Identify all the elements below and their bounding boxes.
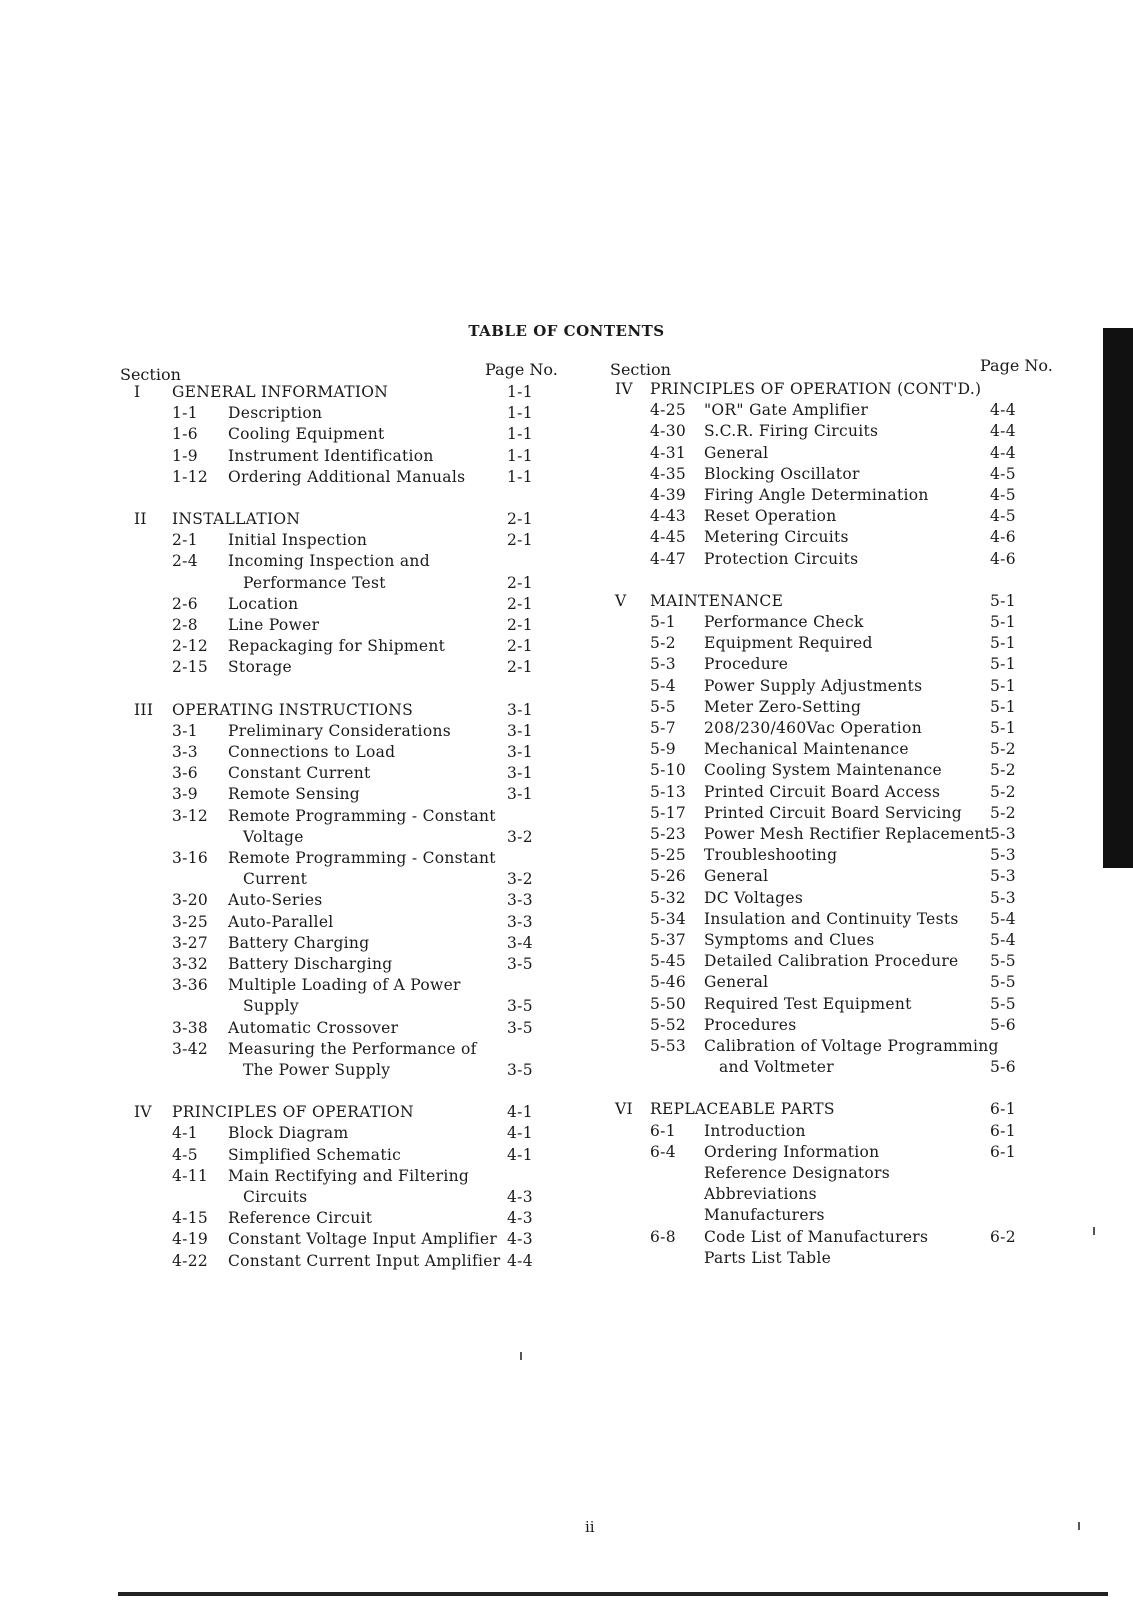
section-title: OPERATING INSTRUCTIONS (172, 700, 413, 719)
page-reference: 1-1 (507, 425, 533, 444)
page-reference: 2-1 (507, 637, 533, 656)
paragraph-number: 1-9 (172, 446, 198, 465)
paragraph-number: 5-26 (650, 867, 687, 886)
entry-title: Remote Sensing (228, 785, 360, 804)
page-reference: 5-5 (990, 973, 1016, 992)
paragraph-number: 2-6 (172, 594, 198, 613)
paragraph-number: 5-50 (650, 994, 687, 1013)
paragraph-number: 5-17 (650, 803, 687, 822)
paragraph-number: 4-47 (650, 549, 687, 568)
entry-title: Simplified Schematic (228, 1145, 402, 1164)
paragraph-number: 3-16 (172, 849, 209, 867)
paragraph-number: 4-22 (172, 1251, 209, 1270)
section-title: GENERAL INFORMATION (172, 383, 389, 401)
section-roman-numeral: IV (134, 1103, 152, 1122)
entry-title: Cooling Equipment (228, 425, 385, 444)
paragraph-number: 3-38 (172, 1018, 209, 1037)
entry-title: Reference Designators (704, 1164, 890, 1182)
paragraph-number: 3-27 (172, 933, 209, 952)
page-reference: 5-2 (990, 803, 1016, 822)
page-reference: 5-6 (990, 1058, 1016, 1077)
right-section-header: Section (610, 360, 671, 379)
entry-title: General (704, 443, 769, 462)
entry-title: Instrument Identification (228, 446, 434, 465)
paragraph-number: 4-43 (650, 507, 687, 526)
paragraph-number: 6-8 (650, 1227, 676, 1246)
section-roman-numeral: I (134, 383, 141, 401)
paragraph-number: 5-37 (650, 931, 687, 949)
page-reference: 4-4 (990, 443, 1016, 462)
paragraph-number: 5-7 (650, 719, 676, 737)
page-reference: 5-3 (990, 867, 1016, 886)
paragraph-number: 5-34 (650, 909, 687, 928)
right-page-header: Page No. (980, 356, 1053, 375)
bottom-rule (118, 1592, 1108, 1596)
paragraph-number: 5-5 (650, 697, 676, 716)
paragraph-number: 5-2 (650, 634, 676, 653)
entry-title: Procedure (704, 655, 789, 674)
paragraph-number: 5-45 (650, 952, 687, 971)
page-reference: 3-3 (507, 912, 533, 931)
entry-title: 208/230/460Vac Operation (704, 719, 922, 737)
scan-speck (520, 1352, 522, 1360)
paragraph-number: 2-4 (172, 552, 198, 571)
scan-speck (1093, 1227, 1095, 1235)
entry-title: Location (228, 594, 299, 613)
page-reference: 5-1 (990, 591, 1016, 610)
page-reference: 4-5 (990, 486, 1016, 504)
page-reference: 2-1 (507, 510, 533, 528)
page-reference: 5-4 (990, 931, 1016, 949)
entry-title: Remote Programming - Constant (228, 849, 496, 867)
paragraph-number: 5-53 (650, 1037, 687, 1055)
entry-title: Manufacturers (704, 1206, 825, 1225)
paragraph-number: 5-25 (650, 846, 687, 865)
page-reference: 4-3 (507, 1230, 533, 1249)
entry-title: Current (243, 870, 308, 889)
entry-title: Ordering Additional Manuals (228, 467, 466, 486)
entry-title: Performance Test (243, 573, 386, 592)
page-reference: 3-5 (507, 1061, 533, 1079)
page-reference: 3-4 (507, 933, 533, 952)
paragraph-number: 5-32 (650, 888, 687, 907)
paragraph-number: 4-25 (650, 401, 687, 420)
page-reference: 3-2 (507, 827, 533, 846)
entry-title: Repackaging for Shipment (228, 637, 446, 656)
section-roman-numeral: V (615, 591, 627, 610)
entry-title: Metering Circuits (704, 528, 849, 547)
entry-title: Calibration of Voltage Programming (704, 1037, 999, 1055)
page-reference: 4-4 (990, 422, 1016, 441)
paragraph-number: 3-12 (172, 806, 209, 825)
page-reference: 4-3 (507, 1209, 533, 1228)
page-reference: 4-6 (990, 549, 1016, 568)
entry-title: Preliminary Considerations (228, 721, 451, 740)
paragraph-number: 4-39 (650, 486, 687, 504)
section-title: REPLACEABLE PARTS (650, 1100, 835, 1119)
entry-title: Parts List Table (704, 1248, 832, 1267)
page-reference: 5-4 (990, 909, 1016, 928)
paragraph-number: 4-1 (172, 1124, 198, 1143)
entry-title: Mechanical Maintenance (704, 740, 909, 759)
page-reference: 1-1 (507, 467, 533, 486)
paragraph-number: 3-32 (172, 955, 209, 973)
entry-title: Reset Operation (704, 507, 837, 526)
entry-title: Auto-Parallel (228, 912, 334, 931)
paragraph-number: 3-20 (172, 891, 209, 910)
entry-title: Incoming Inspection and (228, 552, 430, 571)
paragraph-number: 6-1 (650, 1121, 676, 1140)
entry-title: Storage (228, 658, 293, 677)
paragraph-number: 5-3 (650, 655, 676, 674)
page-reference: 5-3 (990, 888, 1016, 907)
page-reference: 5-3 (990, 825, 1016, 843)
entry-title: Constant Voltage Input Amplifier (228, 1230, 498, 1249)
page-reference: 3-2 (507, 870, 533, 889)
entry-title: Main Rectifying and Filtering (228, 1166, 470, 1185)
entry-title: Reference Circuit (228, 1209, 373, 1228)
entry-title: S.C.R. Firing Circuits (704, 422, 879, 441)
entry-title: Battery Discharging (228, 955, 393, 973)
entry-title: Required Test Equipment (704, 994, 912, 1013)
entry-title: Circuits (243, 1188, 308, 1206)
entry-title: Meter Zero-Setting (704, 697, 862, 716)
entry-title: Troubleshooting (704, 846, 838, 865)
page-reference: 4-4 (990, 401, 1016, 420)
paragraph-number: 3-1 (172, 721, 198, 740)
page-number: ii (585, 1518, 595, 1536)
paragraph-number: 6-4 (650, 1142, 676, 1161)
entry-title: Firing Angle Determination (704, 486, 929, 504)
paragraph-number: 2-1 (172, 531, 198, 550)
page-reference: 4-4 (507, 1251, 533, 1270)
paragraph-number: 5-1 (650, 613, 676, 631)
page-reference: 5-2 (990, 740, 1016, 759)
paragraph-number: 2-8 (172, 616, 198, 634)
page-reference: 5-1 (990, 676, 1016, 695)
page-reference: 3-5 (507, 1018, 533, 1037)
page-reference: 3-5 (507, 997, 533, 1016)
paragraph-number: 4-31 (650, 443, 687, 462)
paragraph-number: 3-9 (172, 785, 198, 804)
entry-title: General (704, 867, 769, 886)
page-reference: 6-1 (990, 1100, 1016, 1119)
entry-title: Introduction (704, 1121, 806, 1140)
entry-title: Ordering Information (704, 1142, 880, 1161)
page-reference: 2-1 (507, 594, 533, 613)
page-reference: 5-3 (990, 846, 1016, 865)
page-reference: 5-1 (990, 697, 1016, 716)
entry-title: Power Mesh Rectifier Replacement (704, 825, 992, 843)
page-reference: 5-1 (990, 719, 1016, 737)
paragraph-number: 5-23 (650, 825, 687, 843)
entry-title: Blocking Oscillator (704, 464, 860, 483)
entry-title: Multiple Loading of A Power (228, 976, 461, 995)
paragraph-number: 4-15 (172, 1209, 209, 1228)
left-page-header: Page No. (485, 360, 558, 379)
entry-title: Performance Check (704, 613, 864, 631)
entry-title: Printed Circuit Board Servicing (704, 803, 963, 822)
paragraph-number: 5-46 (650, 973, 687, 992)
paragraph-number: 4-19 (172, 1230, 209, 1249)
paragraph-number: 1-12 (172, 467, 209, 486)
page-reference: 2-1 (507, 658, 533, 677)
page-reference: 3-1 (507, 743, 533, 761)
section-roman-numeral: VI (615, 1100, 633, 1119)
entry-title: Insulation and Continuity Tests (704, 909, 959, 928)
entry-title: and Voltmeter (719, 1058, 834, 1077)
entry-title: Protection Circuits (704, 549, 859, 568)
paragraph-number: 5-4 (650, 676, 676, 695)
entry-title: Line Power (228, 616, 320, 634)
section-roman-numeral: III (134, 700, 154, 719)
paragraph-number: 2-12 (172, 637, 209, 656)
paragraph-number: 3-3 (172, 743, 198, 761)
paragraph-number: 1-1 (172, 404, 198, 423)
scan-speck (1078, 1522, 1080, 1530)
entry-title: Constant Current Input Amplifier (228, 1251, 501, 1270)
paragraph-number: 3-25 (172, 912, 209, 931)
page-reference: 1-1 (507, 383, 533, 401)
page-reference: 5-5 (990, 952, 1016, 971)
entry-title: Cooling System Maintenance (704, 761, 942, 780)
page-reference: 5-5 (990, 994, 1016, 1013)
section-title: PRINCIPLES OF OPERATION (CONT'D.) (650, 380, 982, 398)
page-reference: 2-1 (507, 616, 533, 634)
page-reference: 6-2 (990, 1227, 1016, 1246)
paragraph-number: 5-9 (650, 740, 676, 759)
page-reference: 4-3 (507, 1188, 533, 1206)
section-title: MAINTENANCE (650, 591, 784, 610)
entry-title: Code List of Manufacturers (704, 1227, 929, 1246)
page-reference: 6-1 (990, 1121, 1016, 1140)
entry-title: Remote Programming - Constant (228, 806, 496, 825)
page-reference: 4-1 (507, 1103, 533, 1122)
entry-title: DC Voltages (704, 888, 804, 907)
paragraph-number: 5-10 (650, 761, 687, 780)
entry-title: Detailed Calibration Procedure (704, 952, 959, 971)
page-reference: 5-6 (990, 1015, 1016, 1034)
paragraph-number: 4-35 (650, 464, 687, 483)
entry-title: Connections to Load (228, 743, 396, 761)
page-reference: 3-5 (507, 955, 533, 973)
entry-title: General (704, 973, 769, 992)
entry-title: Block Diagram (228, 1124, 349, 1143)
page-reference: 1-1 (507, 446, 533, 465)
paragraph-number: 4-11 (172, 1166, 209, 1185)
page-reference: 5-1 (990, 634, 1016, 653)
paragraph-number: 4-45 (650, 528, 687, 547)
page-reference: 1-1 (507, 404, 533, 423)
entry-title: Measuring the Performance of (228, 1039, 477, 1058)
section-title: INSTALLATION (172, 510, 301, 528)
entry-title: Description (228, 404, 323, 423)
paragraph-number: 5-13 (650, 782, 687, 801)
page-reference: 3-1 (507, 700, 533, 719)
entry-title: Supply (243, 997, 299, 1016)
page-reference: 3-1 (507, 764, 533, 783)
entry-title: Abbreviations (704, 1185, 817, 1204)
entry-title: Equipment Required (704, 634, 873, 653)
paragraph-number: 5-52 (650, 1015, 687, 1034)
entry-title: "OR" Gate Amplifier (704, 401, 869, 420)
page-title: TABLE OF CONTENTS (468, 322, 665, 340)
section-title: PRINCIPLES OF OPERATION (172, 1103, 414, 1122)
page-reference: 2-1 (507, 573, 533, 592)
entry-title: Voltage (243, 827, 304, 846)
page-reference: 4-5 (990, 507, 1016, 526)
entry-title: Procedures (704, 1015, 797, 1034)
page-reference: 5-2 (990, 782, 1016, 801)
entry-title: The Power Supply (243, 1061, 391, 1079)
paragraph-number: 2-15 (172, 658, 209, 677)
entry-title: Battery Charging (228, 933, 370, 952)
page-reference: 5-1 (990, 613, 1016, 631)
page-reference: 4-5 (990, 464, 1016, 483)
page-reference: 5-1 (990, 655, 1016, 674)
page-reference: 6-1 (990, 1142, 1016, 1161)
page-reference: 3-1 (507, 721, 533, 740)
left-section-header: Section (120, 365, 181, 384)
page-reference: 2-1 (507, 531, 533, 550)
paragraph-number: 3-42 (172, 1039, 209, 1058)
paragraph-number: 4-5 (172, 1145, 198, 1164)
entry-title: Symptoms and Clues (704, 931, 875, 949)
entry-title: Initial Inspection (228, 531, 368, 550)
page-reference: 4-6 (990, 528, 1016, 547)
scan-edge-bar (1103, 328, 1133, 868)
paragraph-number: 3-6 (172, 764, 198, 783)
page-reference: 3-1 (507, 785, 533, 804)
paragraph-number: 3-36 (172, 976, 209, 995)
entry-title: Power Supply Adjustments (704, 676, 923, 695)
paragraph-number: 4-30 (650, 422, 687, 441)
entry-title: Automatic Crossover (228, 1018, 399, 1037)
entry-title: Printed Circuit Board Access (704, 782, 941, 801)
paragraph-number: 1-6 (172, 425, 198, 444)
section-roman-numeral: II (134, 510, 147, 528)
section-roman-numeral: IV (615, 380, 633, 398)
page-reference: 4-1 (507, 1124, 533, 1143)
entry-title: Constant Current (228, 764, 371, 783)
page-reference: 5-2 (990, 761, 1016, 780)
page-reference: 3-3 (507, 891, 533, 910)
page-reference: 4-1 (507, 1145, 533, 1164)
entry-title: Auto-Series (228, 891, 323, 910)
